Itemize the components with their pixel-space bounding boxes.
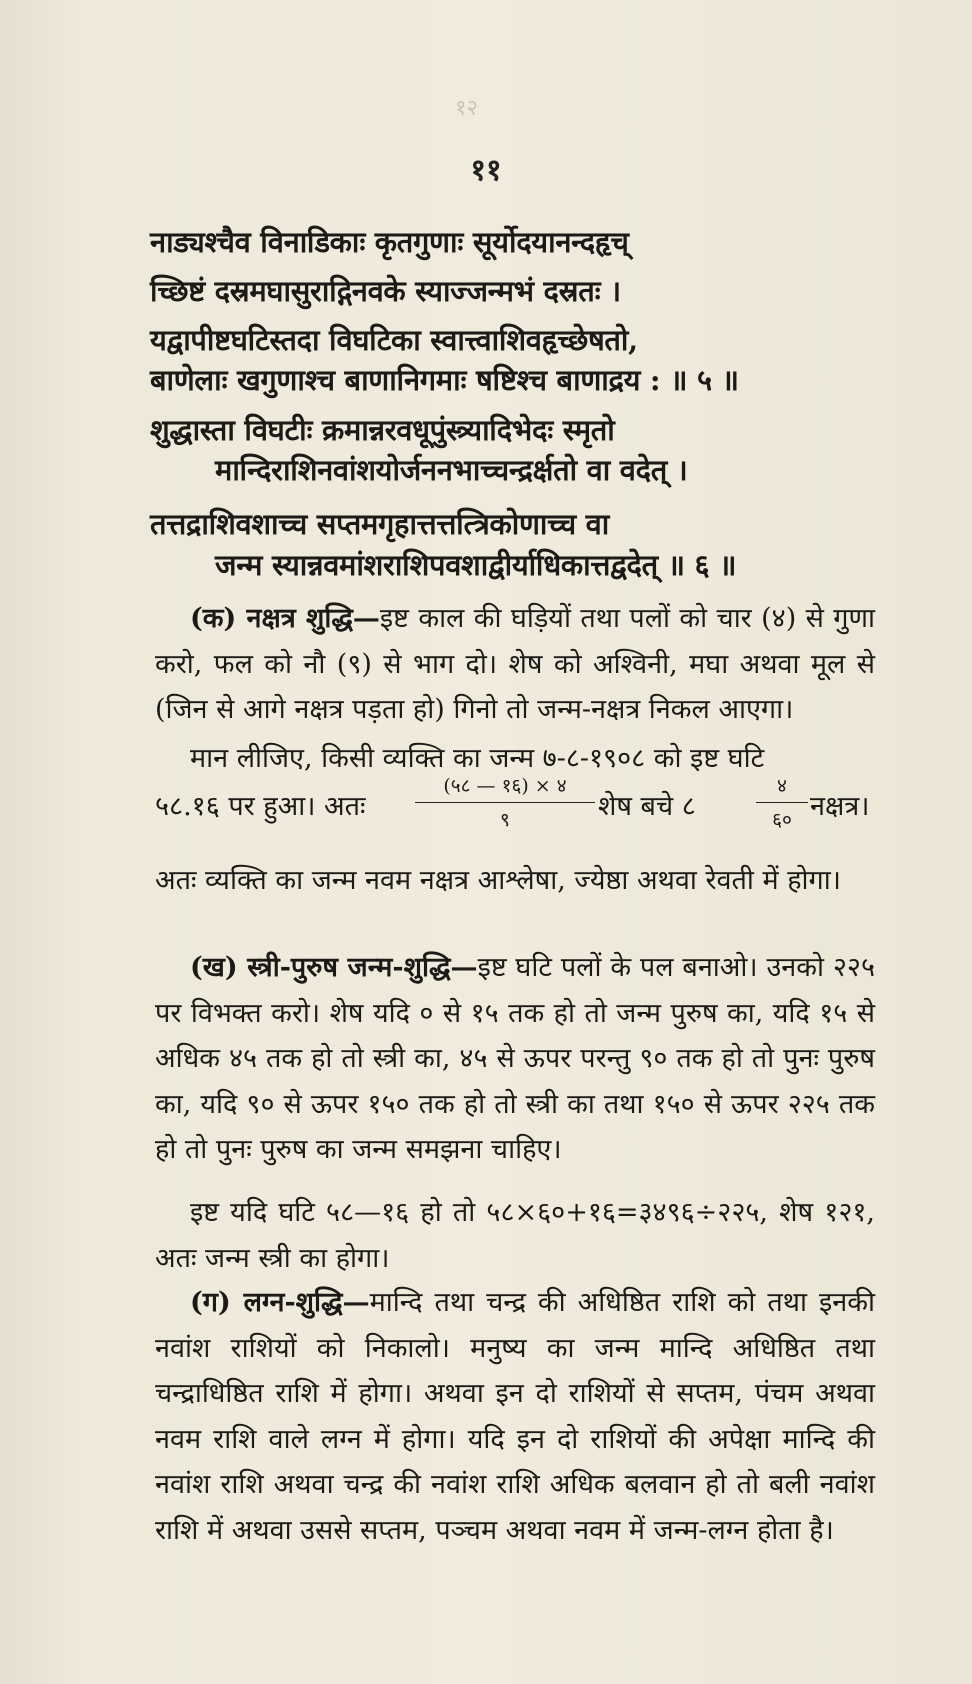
section-ga-heading: (ग) लग्न-शुद्धि— [190,1287,370,1318]
section-ga-text: मान्दि तथा चन्द्र की अधिष्ठित राशि को तथा इनकी नवांश राशियों को निकालो। मनुष्य का जन्म मान्दि अधिष्ठित तथा चन्द्राधिष्ठित राशि में होगा। अथवा इन दो राशियों से सप्तम, पंचम अथवा नवम राशि वाले लग्न में होगा। यदि इन दो राशियों की अपेक्षा मान्दि की नवांश राशि अथवा चन्द्र की नवांश राशि अधिक बलवान हो तो बली नवांश राशि में अथवा उससे सप्तम, पञ्चम अथवा नवम में जन्म-लग्न होता है। [155,1287,875,1546]
example-ka-conclusion: अतः व्यक्ति का जन्म नवम नक्षत्र आश्लेषा, ज्येष्ठा अथवा रेवती में होगा। [155,865,841,896]
fraction-1-bar [415,802,595,803]
example-ka-suffix: नक्षत्र। [810,791,870,822]
verse-line-8: जन्म स्यान्नवमांशराशिपवशाद्वीर्याधिकात्तद्वदेत् ॥ ६ ॥ [215,548,737,582]
example-ka-prefix: ५८.१६ पर हुआ। अतः [155,791,366,822]
verse-line-6: मान्दिराशिनवांशयोर्जननभाच्चन्द्रर्क्षतो वा वदेत् । [215,453,688,487]
fraction-2-bar [756,802,808,803]
verse-line-2: च्छिष्टं दस्रमघासुराद्गिनवके स्याज्जन्मभं दस्रतः । [150,274,621,308]
fraction-2-denominator: ६० [772,809,792,831]
verse-line-7: तत्तद्राशिवशाच्च सप्तमगृहात्तत्तत्त्रिकोणाच्च वा [150,507,610,541]
section-kha-text: इष्ट घटि पलों के पल बनाओ। उनको २२५ पर विभक्त करो। शेष यदि ० से १५ तक हो तो जन्म पुरुष का, यदि १५ से अधिक ४५ तक हो तो स्त्री का, ४५ से ऊपर परन्तु ९० तक हो तो पुनः पुरुष का, यदि ९० से ऊपर १५० तक हो तो स्त्री का तथा १५० से ऊपर २२५ तक हो तो पुनः पुरुष का जन्म समझना चाहिए। [155,952,875,1165]
verse-line-4: बाणेलाः खगुणाश्च बाणानिगमाः षष्टिश्च बाणाद्रय : ॥ ५ ॥ [150,363,739,397]
bleed-through-page-number: १२ [455,96,478,121]
fraction-2-numerator: ४ [777,775,787,797]
verse-line-1: नाड्यश्चैव विनाडिकाः कृतगुणाः सूर्योदयानन्दहृच् [150,225,629,259]
section-ka-text: इष्ट काल की घड़ियों तथा पलों को चार (४) से गुणा करो, फल को नौ (९) से भाग दो। शेष को अश्विनी, मघा अथवा मूल से (जिन से आगे नक्षत्र पड़ता हो) गिनो तो जन्म-नक्षत्र निकल आएगा। [155,603,876,725]
example-ka-middle: शेष बचे ८ [598,791,696,822]
section-kha-paragraph [155,945,875,1173]
fraction-1-numerator: (५८ — १६) × ४ [443,775,567,797]
verse-line-3: यद्वापीष्टघटिस्तदा विघटिका स्वात्त्वाशिवहृच्छेषतो, [150,323,638,357]
section-ga-paragraph [155,1280,875,1553]
section-kha-heading: (ख) स्त्री-पुरुष जन्म-शुद्धि— [190,952,478,983]
fraction-1-denominator: ९ [500,809,510,831]
section-kha-example: इष्ट यदि घटि ५८—१६ हो तो ५८×६०+१६=३४९६÷२२५, शेष १२१, अतः जन्म स्त्री का होगा। [155,1197,875,1274]
section-ka-paragraph [155,596,875,733]
page-number: ११ [470,153,502,188]
example-ka-line1: मान लीजिए, किसी व्यक्ति का जन्म ७-८-१९०८ को इष्ट घटि [190,743,765,774]
section-ka-heading: (क) नक्षत्र शुद्धि— [190,603,380,634]
verse-line-5: शुद्धास्ता विघटीः क्रमान्नरवधूपुंस्त्र्यादिभेदः स्मृतो [150,413,615,447]
